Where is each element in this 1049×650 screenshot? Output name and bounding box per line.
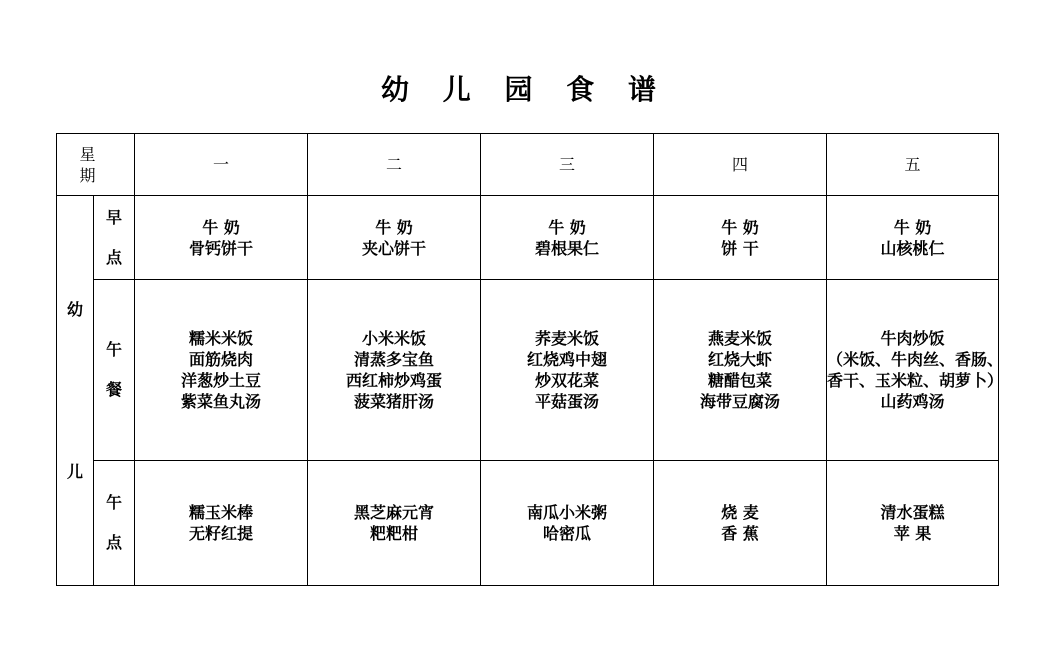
dish: 平菇蛋汤 [534, 392, 599, 411]
menu-cell [654, 461, 827, 586]
menu-cell [308, 280, 481, 461]
dish: 红烧鸡中翅 [526, 350, 607, 369]
dish: 红烧大虾 [707, 350, 772, 369]
dish: 苹 果 [893, 524, 932, 543]
menu-cell [827, 280, 1004, 461]
dish: （米饭、牛肉丝、香肠、 [827, 350, 1004, 369]
dish: 糯米米饭 [188, 329, 253, 348]
dish: 香干、玉米粒、胡萝卜） [827, 371, 1004, 390]
dish: 牛 奶 [893, 217, 932, 237]
day-wednesday: 三 [481, 134, 654, 196]
dish: 烧 麦 [721, 503, 759, 522]
page-title: 幼 儿 园 食 谱 [381, 73, 668, 106]
day-friday: 五 [827, 134, 999, 196]
dish: 西红柿炒鸡蛋 [345, 371, 442, 390]
day-thursday: 四 [654, 134, 827, 196]
menu-cell [827, 461, 999, 586]
dish: 菠菜猪肝汤 [353, 392, 434, 411]
menu-table [56, 133, 1004, 586]
dish: 山药鸡汤 [880, 392, 945, 411]
meal-label-char: 早 [105, 207, 122, 227]
dish: 黑芝麻元宵 [353, 503, 434, 522]
dish: 海带豆腐汤 [699, 392, 780, 411]
dish: 小米米饭 [361, 329, 426, 348]
dish: 炒双花菜 [534, 371, 599, 390]
dish: 牛 奶 [548, 217, 586, 237]
meal-label-lunch [94, 280, 135, 461]
menu-cell [481, 196, 654, 280]
dish: 荞麦米饭 [534, 329, 599, 348]
dish: 夹心饼干 [361, 238, 426, 258]
dish: 哈密瓜 [542, 524, 591, 543]
lunch-row [57, 280, 999, 461]
dish: 清水蛋糕 [880, 503, 945, 522]
header-row [57, 134, 999, 196]
snack-row [57, 461, 999, 586]
dish: 粑粑柑 [369, 524, 418, 543]
menu-cell [481, 280, 654, 461]
dish: 糯玉米棒 [188, 503, 253, 522]
day-tuesday: 二 [308, 134, 481, 196]
meal-label-snack [94, 461, 135, 586]
menu-cell [308, 461, 481, 586]
dish: 牛 奶 [375, 217, 413, 237]
weekday-header-label: 星 期 [57, 134, 135, 196]
dish: 香 蕉 [721, 524, 759, 543]
menu-cell [135, 196, 308, 280]
menu-cell [654, 196, 827, 280]
meal-label-char: 午 [105, 493, 122, 512]
menu-cell [827, 196, 999, 280]
dish: 紫菜鱼丸汤 [180, 392, 261, 411]
meal-label-breakfast [94, 196, 135, 280]
meal-label-char: 点 [105, 533, 122, 552]
group-label-char: 幼 [66, 299, 83, 319]
group-label-char: 儿 [66, 461, 83, 481]
dish: 牛 奶 [202, 217, 240, 237]
dish: 牛肉炒饭 [880, 329, 945, 348]
menu-cell [654, 280, 827, 461]
menu-cell [481, 461, 654, 586]
menu-cell [135, 280, 308, 461]
dish: 面筋烧肉 [188, 350, 253, 369]
dish: 燕麦米饭 [707, 329, 772, 348]
dish: 山核桃仁 [880, 238, 945, 258]
meal-label-char: 餐 [105, 380, 122, 399]
dish: 清蒸多宝鱼 [353, 350, 434, 369]
dish: 洋葱炒土豆 [180, 371, 261, 390]
breakfast-row [57, 196, 999, 280]
dish: 无籽红提 [188, 524, 253, 543]
dish: 骨钙饼干 [188, 238, 253, 258]
meal-label-char: 午 [105, 340, 122, 359]
group-label-cell [57, 196, 94, 586]
dish: 南瓜小米粥 [526, 503, 607, 522]
dish: 碧根果仁 [534, 238, 599, 258]
menu-cell [308, 196, 481, 280]
meal-label-char: 点 [105, 247, 122, 267]
day-monday: 一 [135, 134, 308, 196]
dish: 糖醋包菜 [707, 371, 772, 390]
menu-cell [135, 461, 308, 586]
dish: 牛 奶 [721, 217, 759, 237]
dish: 饼 干 [721, 238, 759, 258]
